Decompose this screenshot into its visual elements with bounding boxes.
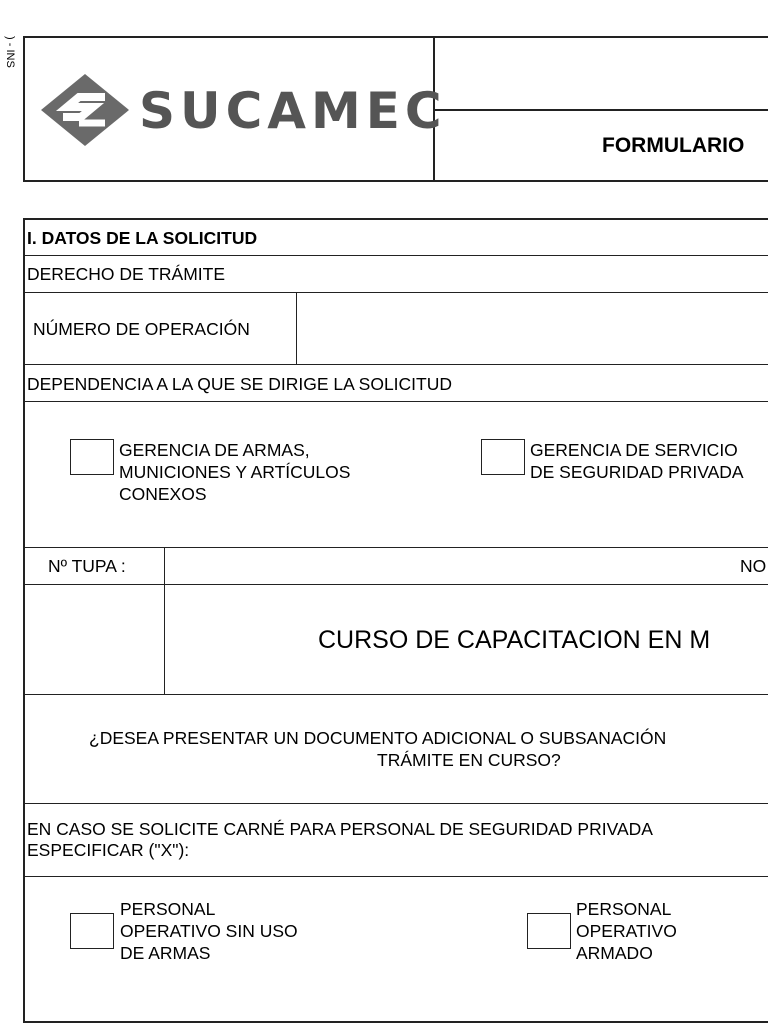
divider bbox=[25, 584, 768, 585]
dependencia-label: DEPENDENCIA A LA QUE SE DIRIGE LA SOLICITUD bbox=[27, 374, 452, 394]
divider bbox=[25, 876, 768, 877]
course-name: CURSO DE CAPACITACION EN M bbox=[318, 626, 711, 654]
numero-operacion-field[interactable] bbox=[297, 293, 768, 363]
request-form bbox=[23, 218, 768, 1023]
side-text: ) - INS bbox=[4, 36, 16, 68]
carne-note-line1: EN CASO SE SOLICITE CARNÉ PARA PERSONAL DE SEGURIDAD PRIVADA bbox=[27, 819, 653, 839]
question-line2: TRÁMITE EN CURSO? bbox=[377, 750, 561, 770]
personal-sin-armas-checkbox[interactable] bbox=[70, 913, 114, 949]
derecho-tramite-label: DERECHO DE TRÁMITE bbox=[27, 264, 226, 284]
tupa-right-label: NO bbox=[740, 556, 767, 576]
personal-armado-line1: PERSONAL bbox=[576, 899, 672, 919]
divider bbox=[25, 547, 768, 548]
gerencia-armas-line2: MUNICIONES Y ARTÍCULOS bbox=[119, 462, 351, 482]
divider bbox=[25, 255, 768, 256]
divider bbox=[25, 364, 768, 365]
divider bbox=[164, 547, 165, 694]
gerencia-seguridad-line1: GERENCIA DE SERVICIO bbox=[530, 440, 738, 460]
sucamec-logo-icon bbox=[39, 72, 131, 148]
gerencia-seguridad-checkbox[interactable] bbox=[481, 439, 525, 475]
tupa-label: Nº TUPA : bbox=[48, 556, 126, 576]
personal-sin-armas-line3: DE ARMAS bbox=[120, 943, 211, 963]
gerencia-seguridad-line2: DE SEGURIDAD PRIVADA bbox=[530, 462, 744, 482]
personal-armado-line2: OPERATIVO bbox=[576, 921, 677, 941]
logo-text: SUCAMEC bbox=[139, 82, 447, 140]
form-title: FORMULARIO bbox=[602, 134, 745, 157]
carne-note-line2: ESPECIFICAR ("X"): bbox=[27, 840, 190, 860]
question-line1: ¿DESEA PRESENTAR UN DOCUMENTO ADICIONAL O SUBSANACIÓN bbox=[89, 728, 667, 748]
form-header bbox=[23, 36, 768, 182]
numero-operacion-label: NÚMERO DE OPERACIÓN bbox=[33, 319, 250, 339]
personal-sin-armas-line1: PERSONAL bbox=[120, 899, 216, 919]
divider bbox=[25, 694, 768, 695]
divider bbox=[25, 401, 768, 402]
divider bbox=[25, 803, 768, 804]
gerencia-armas-line1: GERENCIA DE ARMAS, bbox=[119, 440, 310, 460]
gerencia-armas-line3: CONEXOS bbox=[119, 484, 207, 504]
logo-cell bbox=[25, 38, 447, 180]
personal-armado-line3: ARMADO bbox=[576, 943, 653, 963]
personal-sin-armas-line2: OPERATIVO SIN USO bbox=[120, 921, 298, 941]
gerencia-armas-checkbox[interactable] bbox=[70, 439, 114, 475]
header-divider bbox=[435, 109, 768, 111]
section-title: I. DATOS DE LA SOLICITUD bbox=[27, 228, 258, 248]
personal-armado-checkbox[interactable] bbox=[527, 913, 571, 949]
